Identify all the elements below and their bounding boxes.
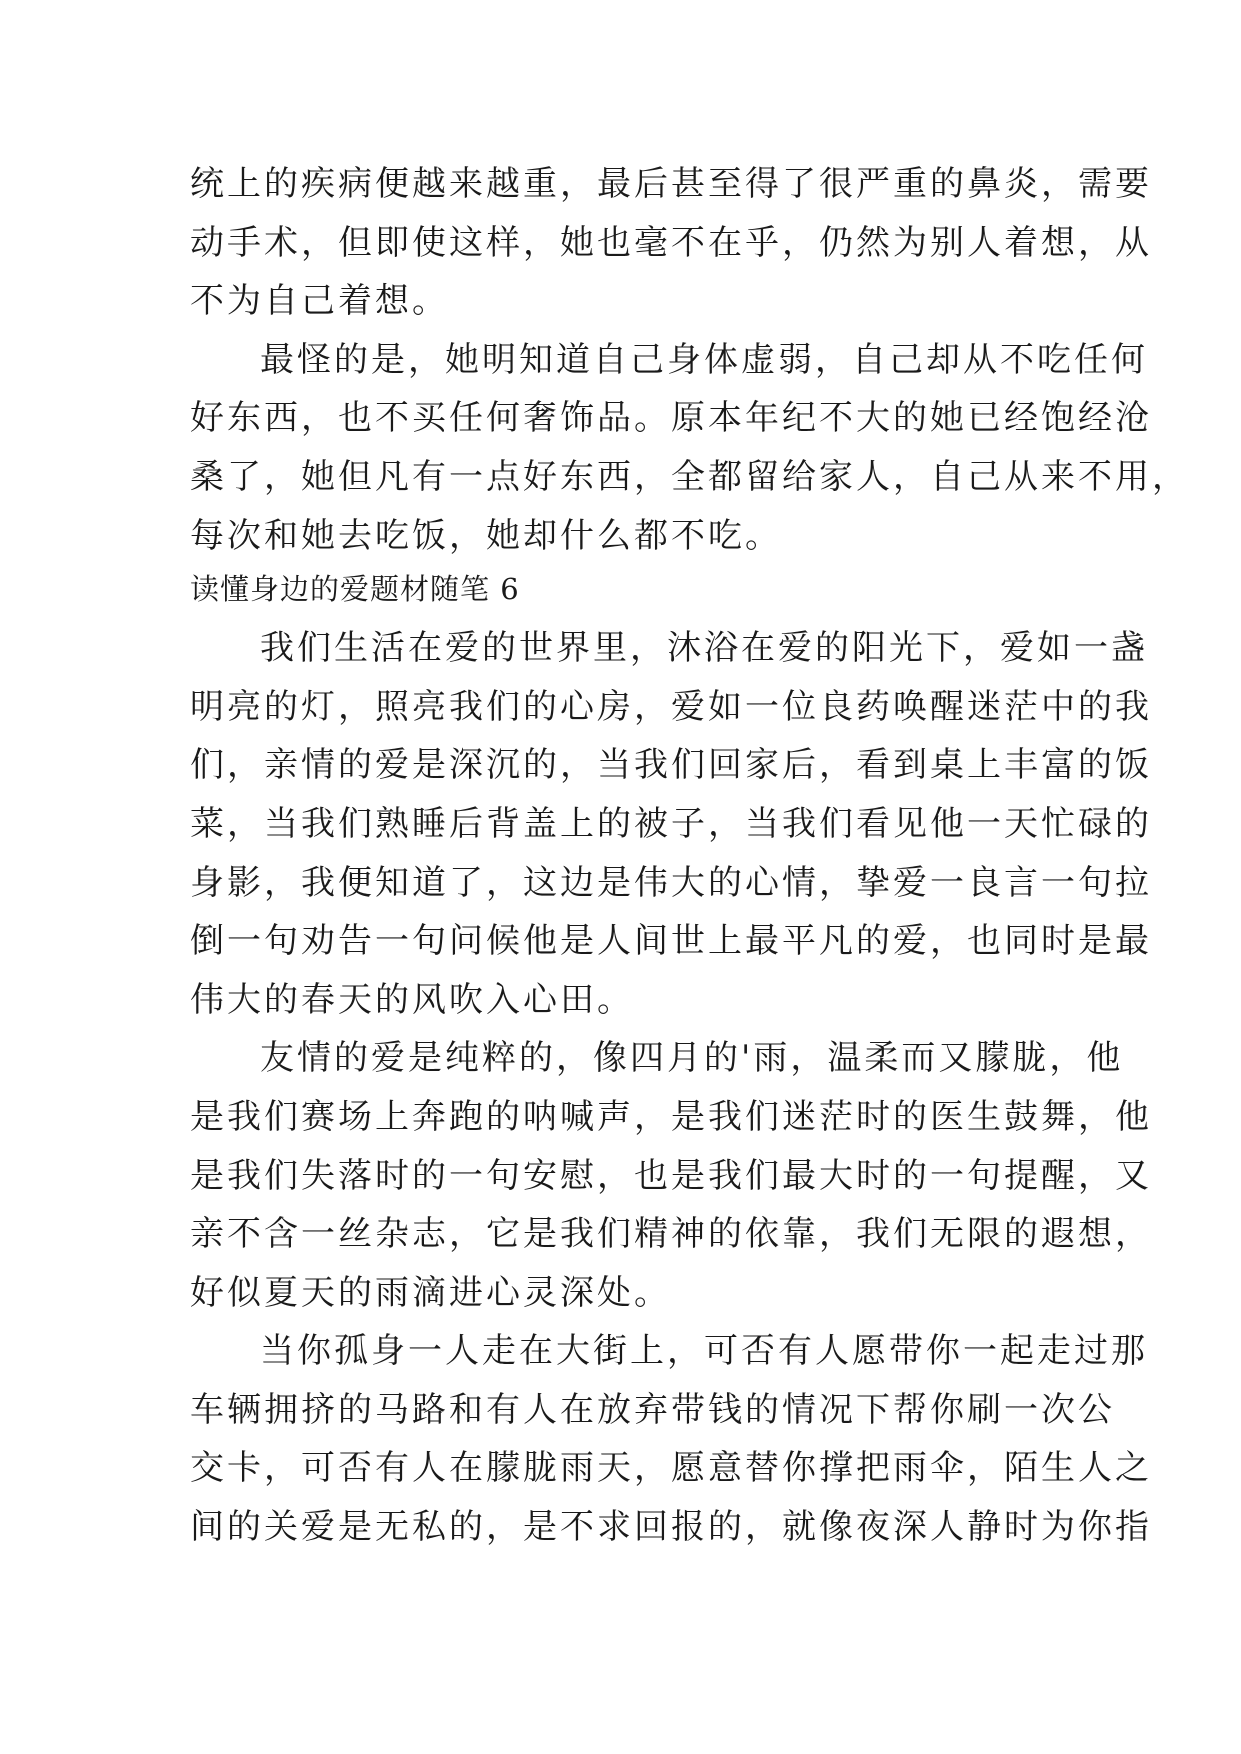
text-line: 们，亲情的爱是深沉的，当我们回家后，看到桌上丰富的饭 (190, 745, 1152, 786)
text-line: 交卡，可否有人在朦胧雨天，愿意替你撑把雨伞，陌生人之 (190, 1448, 1152, 1489)
text-line: 统上的疾病便越来越重，最后甚至得了很严重的鼻炎，需要 (190, 164, 1152, 204)
text-line: 好似夏天的雨滴进心灵深处。 (190, 1272, 671, 1313)
paragraph-4 (190, 1029, 1152, 1322)
text-line: 桑了，她但凡有一点好东西，全都留给家人，自己从来不用， (190, 456, 1189, 497)
text-line: 当你孤身一人走在大街上，可否有人愿带你一起走过那 (260, 1331, 1148, 1372)
text-line: 我们生活在爱的世界里，沐浴在爱的阳光下，爱如一盏 (260, 628, 1148, 669)
text-line: 车辆拥挤的马路和有人在放弃带钱的情况下帮你刷一次公 (190, 1389, 1115, 1430)
text-line: 是我们赛场上奔跑的呐喊声，是我们迷茫时的医生鼓舞，他 (190, 1096, 1152, 1137)
text-line: 好东西，也不买任何奢饰品。原本年纪不大的她已经饱经沧 (190, 398, 1152, 439)
text-line: 倒一句劝告一句问候他是人间世上最平凡的爱，也同时是最 (190, 921, 1152, 962)
paragraph-1 (190, 155, 1152, 331)
paragraph-2 (190, 331, 1189, 565)
section-title: 读懂身边的爱题材随笔 6 (190, 572, 520, 607)
text-line: 明亮的灯，照亮我们的心房，爱如一位良药唤醒迷茫中的我 (190, 686, 1152, 727)
paragraph-5 (190, 1322, 1152, 1556)
text-line: 不为自己着想。 (190, 281, 449, 322)
text-line: 每次和她去吃饭，她却什么都不吃。 (190, 515, 782, 556)
text-line: 最怪的是，她明知道自己身体虚弱，自己却从不吃任何 (260, 339, 1148, 380)
text-line: 伟大的春天的风吹入心田。 (190, 979, 634, 1020)
text-line: 间的关爱是无私的，是不求回报的，就像夜深人静时为你指 (190, 1507, 1152, 1548)
paragraph-3 (190, 619, 1152, 1029)
text-line: 身影，我便知道了，这边是伟大的心情，挚爱一良言一句拉 (190, 862, 1152, 903)
text-line: 亲不含一丝杂志，它是我们精神的依靠，我们无限的遐想， (190, 1214, 1152, 1255)
text-line: 动手术，但即使这样，她也毫不在乎，仍然为别人着想，从 (190, 222, 1152, 263)
document-body (190, 155, 1189, 1557)
text-line: 菜，当我们熟睡后背盖上的被子，当我们看见他一天忙碌的 (190, 803, 1152, 844)
text-line: 友情的爱是纯粹的，像四月的'雨，温柔而又朦胧，他 (260, 1038, 1124, 1079)
text-line: 是我们失落时的一句安慰，也是我们最大时的一句提醒，又 (190, 1155, 1152, 1196)
